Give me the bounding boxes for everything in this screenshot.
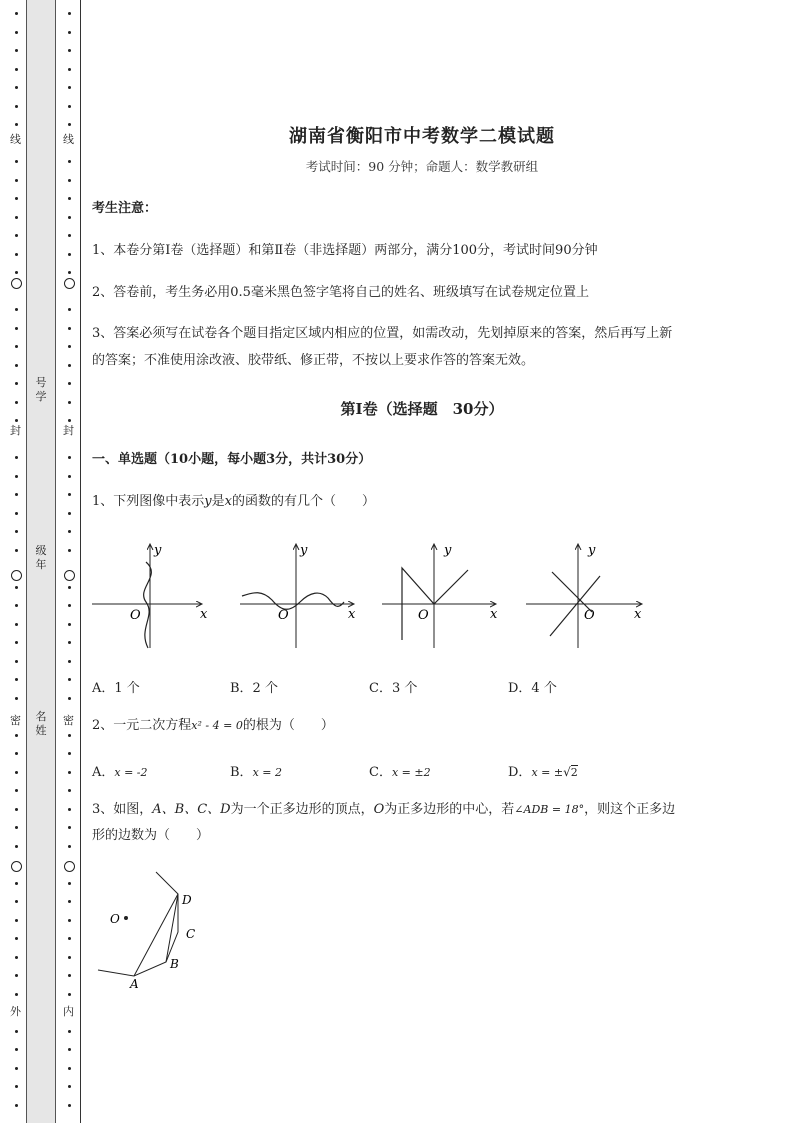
binding-dot (15, 31, 18, 34)
q1-option-d[interactable]: D．4 个 (508, 681, 557, 696)
binding-dot (15, 549, 18, 552)
q2-option-d[interactable] (508, 761, 578, 780)
binding-dot (15, 364, 18, 367)
q3-label-c: C (186, 927, 196, 941)
binding-dot (15, 845, 18, 848)
binding-dot (68, 308, 71, 311)
binding-dot (15, 882, 18, 885)
inner-label-nei: 内 (63, 1005, 74, 1018)
q2-b-letter: B． (230, 765, 253, 780)
q1-text-c: 的函数的有几个（ ） (232, 494, 376, 509)
binding-dot (68, 493, 71, 496)
q1-c-origin: O (418, 608, 429, 623)
binding-dot (68, 234, 71, 237)
notice-item-2: 2、答卷前，考生务必用0.5毫米黑色签字笔将自己的姓名、班级填写在试卷规定位置上 (92, 285, 589, 300)
binding-dot (68, 160, 71, 163)
binding-dot (68, 623, 71, 626)
q2-option-c[interactable] (369, 761, 431, 780)
q2-b-value: x = 2 (252, 766, 282, 779)
binding-dot (68, 382, 71, 385)
binding-circle (11, 278, 22, 289)
inner-label-feng: 封 (63, 424, 74, 437)
binding-dot (68, 974, 71, 977)
q2-a-letter: A． (92, 765, 115, 780)
q2-a-value: x = -2 (114, 766, 148, 779)
binding-dot (15, 826, 18, 829)
binding-dot (15, 1067, 18, 1070)
q1-option-c[interactable]: C．3 个 (369, 681, 418, 696)
binding-dot (68, 475, 71, 478)
q1-b-x-label: x (348, 607, 356, 622)
q3-center: O (373, 802, 385, 817)
q2-option-b[interactable] (230, 761, 282, 780)
binding-dot (68, 660, 71, 663)
binding-dot (15, 937, 18, 940)
binding-dot (68, 253, 71, 256)
q1-d-y-label: y (588, 543, 596, 558)
binding-dot (68, 549, 71, 552)
inner-label-xian: 线 (63, 133, 74, 146)
binding-dot (15, 49, 18, 52)
binding-dot (15, 956, 18, 959)
binding-dot (15, 382, 18, 385)
inner-label-mi: 密 (63, 714, 74, 727)
binding-dot (15, 697, 18, 700)
binding-dot (68, 1048, 71, 1051)
binding-dot (68, 1030, 71, 1033)
binding-dot (68, 604, 71, 607)
q1-c-x-label: x (490, 607, 498, 622)
binding-dot (15, 456, 18, 459)
q3-label-d: D (182, 893, 192, 907)
binding-dot (15, 1030, 18, 1033)
binding-dot (68, 123, 71, 126)
q1-b-origin: O (278, 608, 289, 623)
binding-dot (15, 253, 18, 256)
binding-circle (64, 278, 75, 289)
notice-item-1: 1、本卷分第Ⅰ卷（选择题）和第Ⅱ卷（非选择题）两部分，满分100分，考试时间90分钟 (92, 243, 598, 258)
binding-dot (68, 86, 71, 89)
binding-dot (68, 216, 71, 219)
binding-dot (68, 678, 71, 681)
binding-dot (15, 234, 18, 237)
binding-dot (68, 456, 71, 459)
binding-dot (15, 752, 18, 755)
binding-dot (68, 641, 71, 644)
binding-dot (68, 734, 71, 737)
binding-dot (15, 974, 18, 977)
strip-label-student-no: 号 学 (35, 376, 47, 403)
q3-label-a: A (130, 977, 139, 991)
binding-dot (68, 197, 71, 200)
binding-dot (15, 993, 18, 996)
q1-graph-a (92, 543, 208, 648)
q1-a-origin: O (130, 608, 141, 623)
q2-equation: x² - 4 = 0 (191, 719, 243, 732)
q1-graph-b (240, 543, 356, 648)
binding-dot (68, 900, 71, 903)
binding-dot (15, 327, 18, 330)
binding-dot (15, 734, 18, 737)
binding-dot (68, 419, 71, 422)
binding-dot (15, 345, 18, 348)
binding-dot (68, 327, 71, 330)
binding-dot (15, 493, 18, 496)
binding-dot (68, 105, 71, 108)
binding-dot (68, 993, 71, 996)
binding-dot (68, 956, 71, 959)
q1-option-a[interactable]: A．1 个 (92, 681, 140, 696)
binding-dot (68, 12, 71, 15)
q1-graph-c (382, 543, 498, 648)
binding-dot (68, 31, 71, 34)
question-1-stem (92, 489, 752, 515)
q1-text-a: 1、下列图像中表示 (92, 494, 205, 509)
binding-dot (15, 216, 18, 219)
binding-dot (68, 68, 71, 71)
notice-heading: 考生注意： (92, 201, 158, 216)
binding-margin (0, 0, 82, 1123)
q2-c-value: x = ±2 (391, 766, 431, 779)
q1-a-y-label: y (154, 543, 162, 558)
binding-dot (15, 771, 18, 774)
binding-dot (15, 1085, 18, 1088)
q2-d-value: x = ± (531, 766, 564, 779)
binding-dot (68, 808, 71, 811)
binding-dot (15, 475, 18, 478)
notice-item-3-cont: 的答案；不准使用涂改液、胶带纸、修正带，不按以上要求作答的答案无效。 (92, 353, 535, 368)
q2-d-letter: D． (508, 765, 532, 780)
binding-dot (15, 12, 18, 15)
binding-dot (15, 105, 18, 108)
binding-dot (68, 697, 71, 700)
q1-d-x-label: x (634, 607, 642, 622)
q3-label-b: B (170, 957, 179, 971)
margin-label-wai: 外 (10, 1005, 21, 1018)
strip-label-grade: 级 年 (35, 544, 47, 571)
binding-circle (11, 861, 22, 872)
q1-text-b: 是 (211, 494, 225, 509)
binding-dot (15, 160, 18, 163)
q1-c-y-label: y (444, 543, 452, 558)
binding-dot (15, 919, 18, 922)
binding-dot (15, 401, 18, 404)
binding-dot (68, 1067, 71, 1070)
binding-dot (68, 919, 71, 922)
q3-text-a: 3、如图， (92, 802, 153, 817)
q3-text-b: 为一个正多边形的顶点， (230, 802, 374, 817)
binding-dot (15, 900, 18, 903)
binding-dot (15, 660, 18, 663)
binding-dot (68, 586, 71, 589)
sqrt-sign-icon: √ (563, 765, 571, 779)
exam-info: 考试时间：90 分钟；命题人：数学教研组 (305, 159, 539, 174)
binding-dot (15, 1048, 18, 1051)
margin-label-xian: 线 (10, 133, 21, 146)
q2-c-letter: C． (369, 765, 392, 780)
binding-circle (11, 570, 22, 581)
section-title: 第Ⅰ卷（选择题 30分） (340, 400, 504, 418)
binding-dot (68, 826, 71, 829)
binding-dot (15, 68, 18, 71)
q1-graph-d (526, 543, 642, 648)
binding-dot (15, 641, 18, 644)
binding-dot (68, 401, 71, 404)
binding-dot (68, 512, 71, 515)
binding-dot (15, 586, 18, 589)
binding-dot (15, 530, 18, 533)
binding-dot (15, 271, 18, 274)
binding-line (80, 0, 81, 1123)
binding-dot (68, 882, 71, 885)
question-2-stem (92, 713, 752, 739)
q1-var-x: x (224, 494, 232, 509)
question-3-stem-cont: 形的边数为（ ） (92, 828, 210, 843)
binding-dot (68, 179, 71, 182)
binding-circle (64, 570, 75, 581)
binding-dot (68, 1085, 71, 1088)
binding-dot (15, 86, 18, 89)
binding-dot (68, 345, 71, 348)
q2-d-radicand: 2 (570, 766, 578, 779)
strip-label-name: 名 姓 (35, 710, 47, 737)
binding-dot (15, 197, 18, 200)
q1-b-y-label: y (300, 543, 308, 558)
binding-dot (15, 1104, 18, 1107)
q2-text-a: 2、一元二次方程 (92, 718, 192, 733)
margin-label-mi: 密 (10, 714, 21, 727)
q1-var-y: y (204, 494, 212, 509)
binding-dot (68, 530, 71, 533)
q3-points: A、B、C、D (152, 802, 231, 817)
margin-label-feng: 封 (10, 424, 21, 437)
binding-dot (68, 789, 71, 792)
question-3-stem (92, 797, 752, 823)
binding-dot (68, 845, 71, 848)
notice-item-3: 3、答案必须写在试卷各个题目指定区域内相应的位置，如需改动，先划掉原来的答案，然后再写上新 (92, 326, 673, 341)
binding-dot (15, 604, 18, 607)
binding-dot (15, 789, 18, 792)
q2-option-a[interactable] (92, 761, 148, 780)
q3-text-d: ，则这个正多边 (584, 802, 676, 817)
part-heading: 一、单选题（10小题，每小题3分，共计30分） (92, 452, 372, 467)
binding-dot (68, 49, 71, 52)
q3-figure (92, 866, 232, 996)
q1-graphs (92, 536, 652, 656)
binding-dot (15, 512, 18, 515)
binding-dot (15, 808, 18, 811)
binding-dot (68, 771, 71, 774)
binding-dot (68, 1104, 71, 1107)
q3-angle: ∠ADB = 18° (514, 803, 585, 816)
binding-dot (68, 752, 71, 755)
binding-dot (15, 419, 18, 422)
q3-text-c: 为正多边形的中心，若 (384, 802, 515, 817)
binding-dot (15, 678, 18, 681)
page-title: 湖南省衡阳市中考数学二模试题 (289, 126, 555, 147)
binding-dot (15, 123, 18, 126)
q1-option-b[interactable]: B．2 个 (230, 681, 278, 696)
q2-text-b: 的根为（ ） (242, 718, 334, 733)
q1-a-x-label: x (200, 607, 208, 622)
binding-dot (15, 623, 18, 626)
binding-circle (64, 861, 75, 872)
q1-d-origin: O (584, 608, 595, 623)
binding-dot (68, 364, 71, 367)
binding-dot (15, 179, 18, 182)
binding-dot (68, 271, 71, 274)
q3-label-o: O (110, 912, 120, 926)
binding-dot (15, 308, 18, 311)
binding-dot (68, 937, 71, 940)
